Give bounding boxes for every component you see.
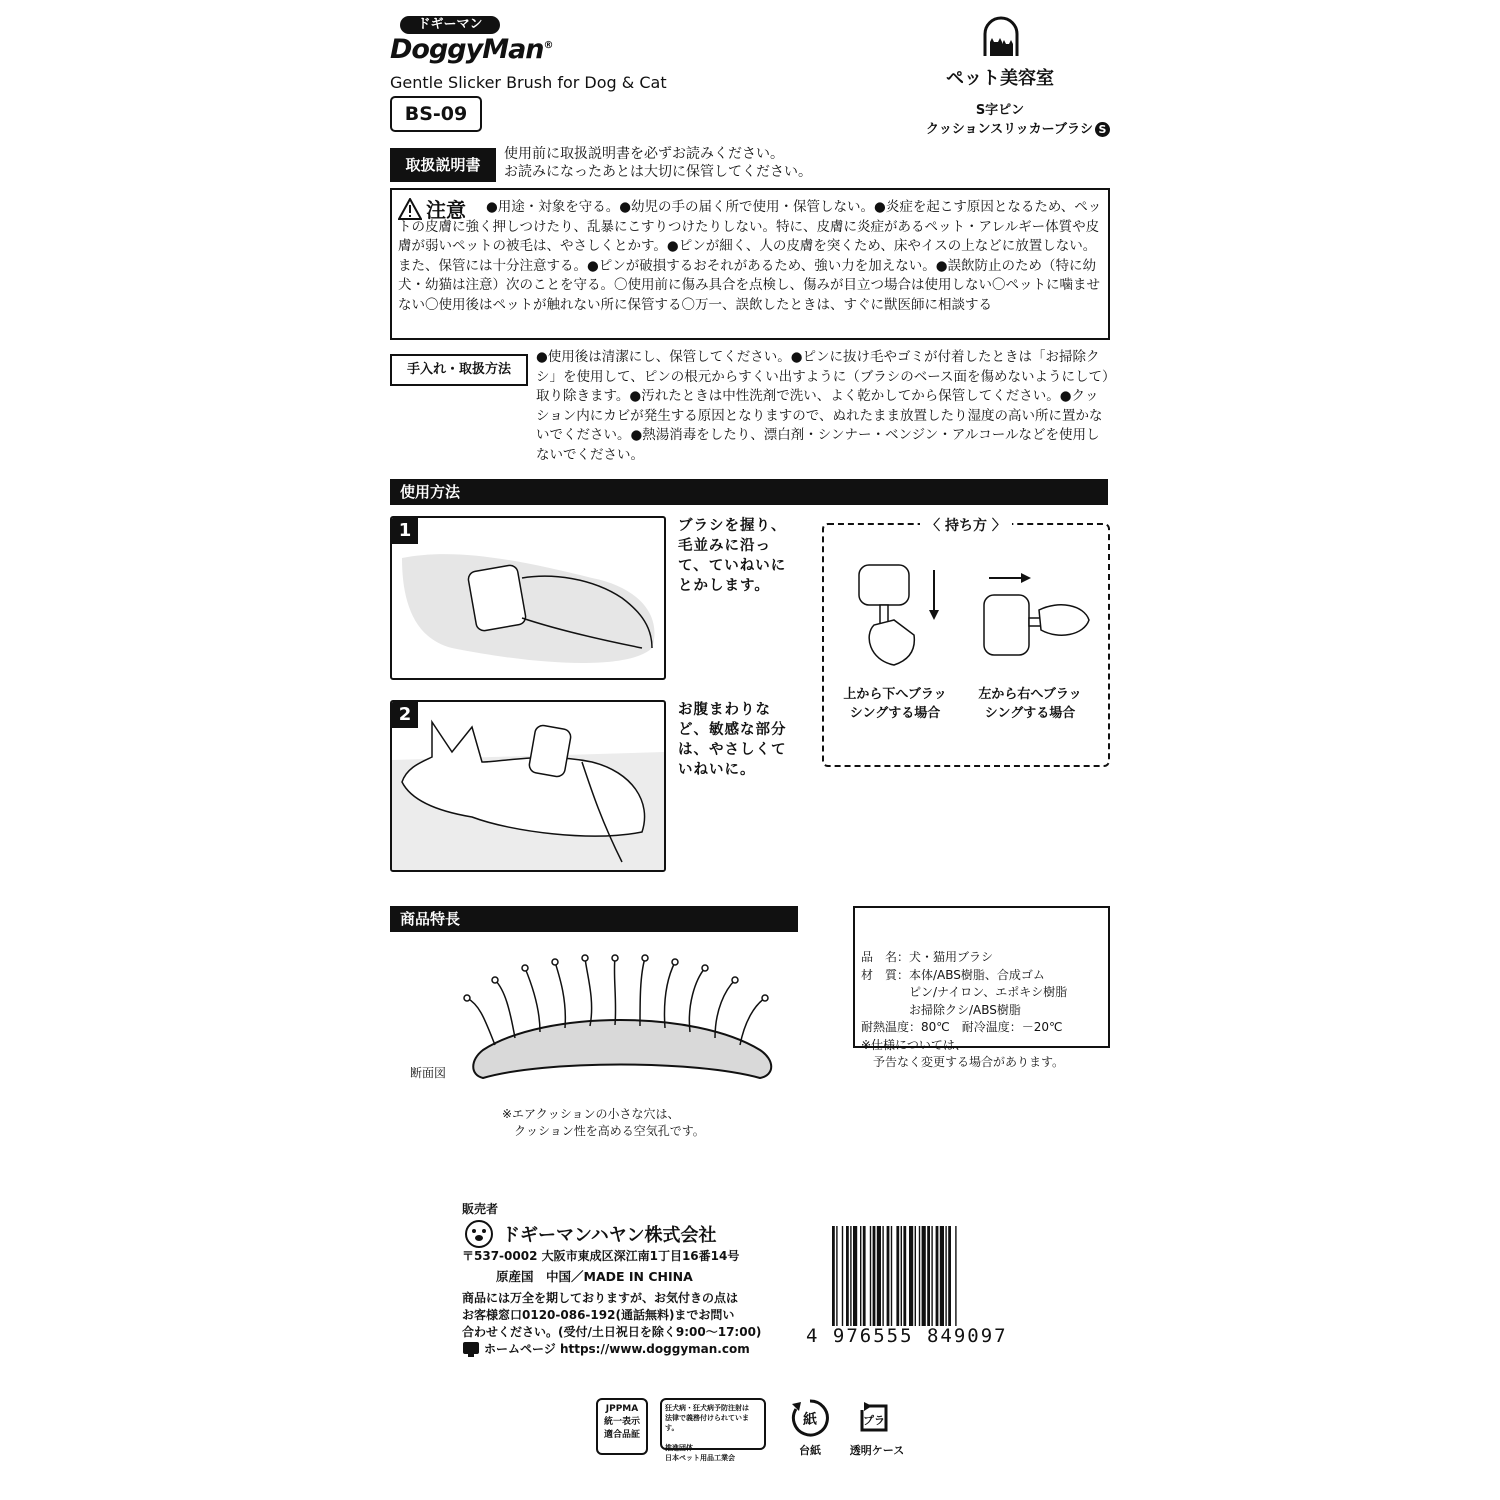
size-badge: S xyxy=(1095,122,1110,137)
product-name-jp: クッションスリッカーブラシ S xyxy=(880,118,1110,137)
holding-title: 〈 持ち方 〉 xyxy=(824,515,1108,535)
paper-recycle-mark: 紙 台紙 xyxy=(786,1398,834,1458)
step-2-illustration xyxy=(390,700,666,872)
barcode xyxy=(832,1226,1024,1326)
cross-section-label: 断面図 xyxy=(410,1066,447,1080)
care-body: ●使用後は清潔にし、保管してください。●ピンに抜け毛やゴミが付着したときは「お掃除クシ」を使用して、ピンの根元からすくい出すように（ブラシのベース面を傷めないようにして）取り除きます。●汚れたときは中性洗剤で洗い、よく乾かしてから保管してください。●クッション内にカビが発生する原因となりますので、ぬれたまま放置したり湿度の高い所に置かないでください。●熱湯消毒をしたり、漂白剤・シンナー・ベンジン・アルコールなどを使用しないでください。 xyxy=(536,349,1109,463)
homepage-link[interactable]: ホームページ https://www.doggyman.com xyxy=(462,1340,750,1357)
air-hole-note: ※エアクッションの小さな穴は、 クッション性を高める空気孔です。 xyxy=(502,1107,705,1138)
brushing-back-illustration xyxy=(392,518,664,678)
caution-title: 注意 xyxy=(398,194,466,223)
svg-text:プラ: プラ xyxy=(863,1414,885,1427)
customer-contact: 商品には万全を期しておりますが、お気付きの点は お客様窓口0120-086-192(通話無料)までお問い 合わせください。(受付/土日祝日を除く9:00～17:00) xyxy=(462,1291,762,1339)
usage-title: 使用方法 xyxy=(390,479,1108,505)
caution-box xyxy=(390,188,1110,340)
manual-tag: 取扱説明書 xyxy=(390,148,496,182)
product-subtitle: Gentle Slicker Brush for Dog & Cat xyxy=(390,73,667,92)
recycle-icon xyxy=(790,1398,830,1438)
seller-company: ドギーマンハヤン株式会社 xyxy=(462,1218,717,1250)
brand-logo: DoggyMan® xyxy=(390,34,553,65)
jppma-badge: JPPMA 統一表示 適合品証 xyxy=(596,1398,648,1455)
spec-lines: 品 名：犬・猫用ブラシ 材 質：本体/ABS樹脂、合成ゴム ピン/ナイロン、エポキシ樹脂 お掃除クシ/ABS樹脂 耐熱温度：80℃ 耐冷温度：－20℃ ※仕様については、 予告なく変更する場合があります。 xyxy=(861,950,1068,1069)
top-down-hold-illustration xyxy=(854,560,954,670)
step-1-illustration xyxy=(390,516,666,680)
step-2-text: お腹まわりなど、敏感な部分は、やさしくていねいに。 xyxy=(678,702,787,778)
model-number: BS-09 xyxy=(390,96,482,132)
spec-box xyxy=(853,906,1110,1069)
plastic-recycle-icon xyxy=(854,1398,894,1438)
holding-guide xyxy=(822,518,1110,767)
pet-salon-icon xyxy=(981,16,1021,56)
svg-text:紙: 紙 xyxy=(803,1412,817,1428)
features-title: 商品特長 xyxy=(390,906,798,932)
step-number: 1 xyxy=(392,518,418,544)
left-right-caption: 左から右へブラッシングする場合 xyxy=(978,687,1082,721)
product-line: ペット美容室 xyxy=(946,68,1054,89)
brushing-belly-illustration xyxy=(392,702,664,870)
pin-type: S字ピン xyxy=(975,103,1025,118)
care-tag: 手入れ・取扱方法 xyxy=(390,354,528,386)
barcode-number: 4 976555 849097 xyxy=(806,1325,1008,1347)
step-number: 2 xyxy=(392,702,418,728)
manual-text: 使用前に取扱説明書を必ずお読みください。 お読みになったあとは大切に保管してください。 xyxy=(504,146,812,180)
seller-label: 販売者 xyxy=(462,1202,499,1216)
top-down-caption: 上から下へブラッシングする場合 xyxy=(843,687,947,721)
homepage-icon xyxy=(462,1341,480,1357)
step-1-text: ブラシを握り、毛並みに沿って、ていねいにとかします。 xyxy=(678,518,787,594)
caution-body: ●用途・対象を守る。●幼児の手の届く所で使用・保管しない。●炎症を起こす原因となるため、ペットの皮膚に強く押しつけたり、乱暴にこすりつけたりしない。特に、皮膚に炎症があるペット・アレルギー体質や皮膚が弱いペットの被毛は、やさしくとかす。●ピンが細く、人の皮膚を突くため、床やイスの上などに放置しない。また、保管には十分注意する。●ピンが破損するおそれがあるため、強い力を加えない。●誤飲防止のため（特に幼犬・幼猫は注意）次のことを守る。〇使用前に傷み具合を点検し、傷みが目立つ場合は使用しない〇ペットに噛ませない〇使用後はペットが触れない所に保管する〇万一、誤飲したときは、すぐに獣医師に相談する xyxy=(398,199,1102,313)
left-right-hold-illustration xyxy=(979,570,1099,670)
plastic-recycle-mark: プラ 透明ケース xyxy=(842,1398,912,1458)
rabies-notice-badge: 狂犬病・狂犬病予防注射は 法律で義務付けられています。 推進団体 日本ペット用品工業会 xyxy=(660,1398,766,1450)
brush-cross-section-diagram xyxy=(455,950,785,1090)
dog-mascot-icon xyxy=(462,1218,496,1250)
seller-address: 〒537-0002 大阪市東成区深江南1丁目16番14号 xyxy=(462,1249,740,1263)
brand-jp-logo: ドギーマン xyxy=(400,16,500,34)
country-of-origin: 原産国 中国／MADE IN CHINA xyxy=(496,1269,693,1284)
